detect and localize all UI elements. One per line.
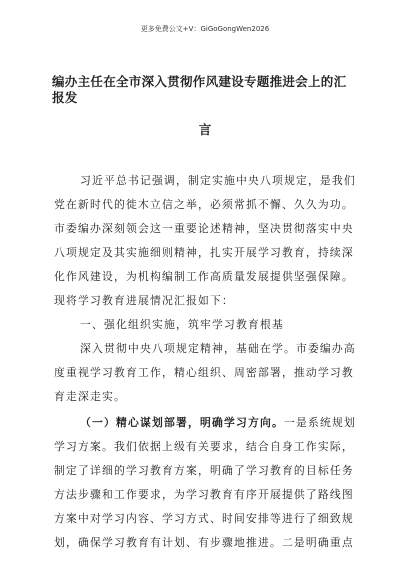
paragraph-line: 八项规定及其实施细则精神，扎实开展学习教育，持续深 xyxy=(54,246,354,259)
paragraph-line: 市委编办深刻领会这一重要论述精神，坚决贯彻落实中央 xyxy=(54,222,354,235)
paragraph-line: 度重视学习教育工作，精心组织、周密部署，推动学习教 xyxy=(54,366,354,379)
paragraph-line: 学习方案。我们依据上级有关要求，结合自身工作实际， xyxy=(54,440,354,453)
paragraph-line: 划，确保学习教育有计划、有步骤地推进。二是明确重点 xyxy=(54,536,354,549)
subsection-heading: （一）精心谋划部署，明确学习方向。 xyxy=(80,416,284,429)
paragraph-line: 方法步骤和工作要求，为学习教育有序开展提供了路线图 xyxy=(54,488,354,501)
paragraph-line: 方案中对学习内容、学习方式、时间安排等进行了细致规 xyxy=(54,512,354,525)
header-note: 更多免费公文+V：GiGoGongWen2026 xyxy=(140,25,270,33)
paragraph-line: 习近平总书记强调，制定实施中央八项规定，是我们 xyxy=(80,174,356,187)
document-title-continued: 言 xyxy=(198,122,212,137)
paragraph-line: 党在新时代的徙木立信之举，必须常抓不懈、久久为功。 xyxy=(54,198,354,211)
subsection-text: 一是系统规划 xyxy=(283,416,356,429)
subsection-line xyxy=(80,416,358,430)
paragraph-line: 育走深走实。 xyxy=(54,390,126,403)
document-title: 编办主任在全市深入贯彻作风建设专题推进会上的汇报发 xyxy=(52,74,347,105)
paragraph-line: 现将学习教育进展情况汇报如下： xyxy=(54,294,234,307)
paragraph-line: 制定了详细的学习教育方案，明确了学习教育的目标任务 xyxy=(54,464,354,477)
paragraph-line: 化作风建设，为机构编制工作高质量发展提供坚强保障。 xyxy=(54,270,354,283)
section-heading: 一、强化组织实施，筑牢学习教育根基 xyxy=(80,318,284,331)
paragraph-line: 深入贯彻中央八项规定精神，基础在学。市委编办高 xyxy=(80,342,356,355)
